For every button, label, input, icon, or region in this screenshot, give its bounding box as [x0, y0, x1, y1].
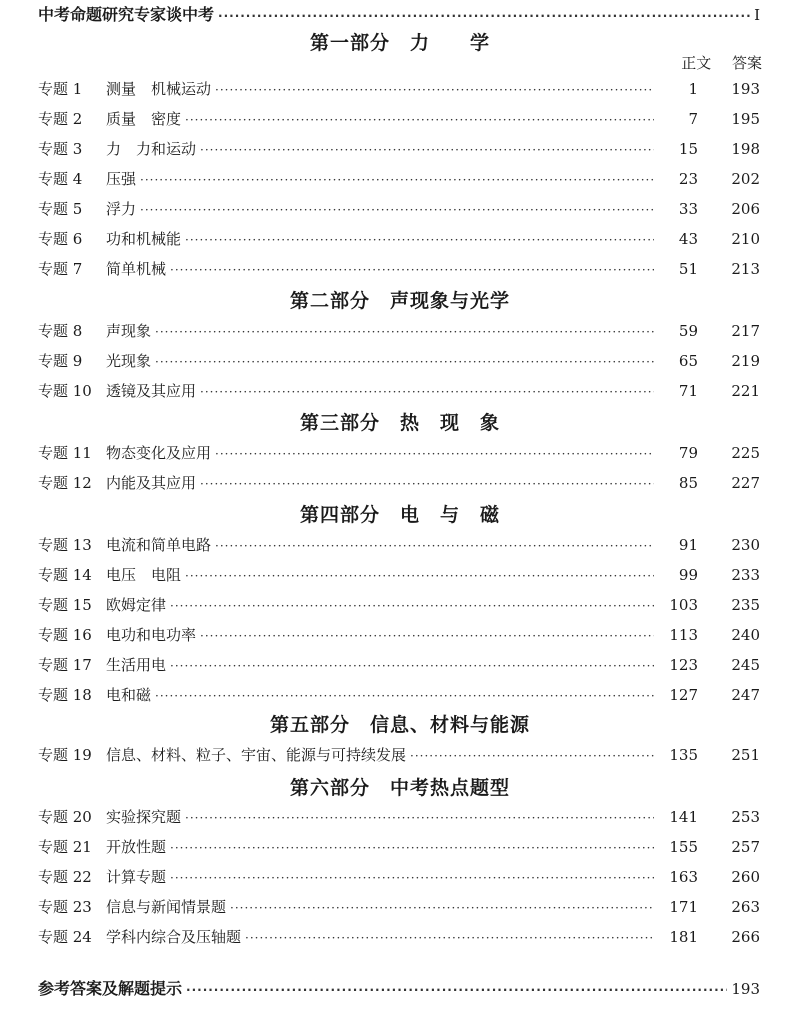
- topic-entry[interactable]: [38, 228, 760, 249]
- topic-entry[interactable]: [38, 168, 760, 189]
- topic-answer-page: 193: [731, 80, 760, 98]
- dot-leader: [218, 9, 750, 23]
- dot-leader: [170, 659, 654, 673]
- topic-entry[interactable]: [38, 594, 760, 615]
- topic-number: 专题 21: [38, 838, 92, 856]
- column-main-label: 正文: [681, 54, 712, 72]
- topic-number: 专题 16: [38, 626, 92, 644]
- dot-leader: [140, 173, 654, 187]
- topic-number: 专题 10: [38, 382, 92, 400]
- topic-answer-page: 195: [731, 110, 760, 128]
- topic-number: 专题 5: [38, 200, 83, 218]
- dot-leader: [200, 629, 654, 643]
- dot-leader: [155, 355, 654, 369]
- topic-entry[interactable]: [38, 744, 760, 765]
- topic-main-page: 141: [669, 808, 698, 826]
- topic-entry[interactable]: [38, 320, 760, 341]
- topic-title: 功和机械能: [106, 230, 182, 248]
- intro-title: 中考命题研究专家谈中考: [38, 5, 215, 24]
- topic-answer-page: 235: [731, 596, 760, 614]
- topic-answer-page: 210: [731, 230, 760, 248]
- topic-entry[interactable]: [38, 624, 760, 645]
- topic-answer-page: 240: [731, 626, 760, 644]
- topic-number: 专题 3: [38, 140, 83, 158]
- dot-leader: [185, 569, 654, 583]
- topic-entry[interactable]: [38, 350, 760, 371]
- dot-leader: [155, 325, 654, 339]
- topic-title: 测量 机械运动: [106, 80, 212, 98]
- topic-number: 专题 8: [38, 322, 83, 340]
- dot-leader: [185, 233, 654, 247]
- topic-answer-page: 260: [731, 868, 760, 886]
- answers-entry[interactable]: [38, 976, 760, 999]
- topic-number: 专题 7: [38, 260, 83, 278]
- topic-main-page: 79: [678, 444, 698, 462]
- topic-number: 专题 15: [38, 596, 92, 614]
- dot-leader: [200, 477, 654, 491]
- topic-entry[interactable]: [38, 806, 760, 827]
- topic-main-page: 23: [678, 170, 698, 188]
- topic-main-page: 127: [669, 686, 698, 704]
- topic-main-page: 113: [669, 626, 698, 644]
- topic-main-page: 135: [669, 746, 698, 764]
- topic-main-page: 65: [678, 352, 698, 370]
- topic-answer-page: 198: [731, 140, 760, 158]
- topic-title: 实验探究题: [106, 808, 182, 826]
- topic-entry[interactable]: [38, 836, 760, 857]
- topic-main-page: 123: [669, 656, 698, 674]
- dot-leader: [155, 689, 654, 703]
- topic-number: 专题 20: [38, 808, 92, 826]
- topic-title: 欧姆定律: [106, 596, 167, 614]
- topic-title: 信息与新闻情景题: [106, 898, 227, 916]
- topic-entry[interactable]: [38, 896, 760, 917]
- topic-number: 专题 2: [38, 110, 83, 128]
- intro-entry[interactable]: [38, 2, 760, 25]
- topic-entry[interactable]: [38, 654, 760, 675]
- topic-title: 电流和简单电路: [106, 536, 212, 554]
- part-title: 第一部分 力 学: [309, 32, 490, 54]
- topic-answer-page: 227: [731, 474, 760, 492]
- dot-leader: [215, 539, 654, 553]
- topic-main-page: 171: [669, 898, 698, 916]
- topic-title: 开放性题: [106, 838, 167, 856]
- topic-answer-page: 233: [731, 566, 760, 584]
- topic-title: 压强: [106, 170, 137, 188]
- topic-number: 专题 4: [38, 170, 83, 188]
- topic-answer-page: 213: [731, 260, 760, 278]
- dot-leader: [215, 447, 654, 461]
- part-title: 第五部分 信息、材料与能源: [269, 714, 530, 736]
- topic-main-page: 163: [669, 868, 698, 886]
- part-title: 第四部分 电 与 磁: [299, 504, 500, 526]
- dot-leader: [245, 931, 654, 945]
- topic-title: 物态变化及应用: [106, 444, 212, 462]
- dot-leader: [140, 203, 654, 217]
- topic-title: 简单机械: [106, 260, 167, 278]
- topic-title: 透镜及其应用: [106, 382, 197, 400]
- topic-answer-page: 263: [731, 898, 760, 916]
- topic-number: 专题 11: [38, 444, 92, 462]
- topic-title: 内能及其应用: [106, 474, 197, 492]
- topic-answer-page: 245: [731, 656, 760, 674]
- topic-title: 声现象: [106, 322, 152, 340]
- topic-answer-page: 253: [731, 808, 760, 826]
- topic-main-page: 103: [669, 596, 698, 614]
- topic-title: 生活用电: [106, 656, 167, 674]
- topic-main-page: 181: [669, 928, 698, 946]
- topic-title: 电和磁: [106, 686, 152, 704]
- topic-main-page: 99: [678, 566, 698, 584]
- topic-title: 计算专题: [106, 868, 167, 886]
- topic-main-page: 85: [678, 474, 698, 492]
- dot-leader: [230, 901, 654, 915]
- dot-leader: [200, 143, 654, 157]
- part-title: 第六部分 中考热点题型: [289, 777, 510, 799]
- dot-leader: [170, 841, 654, 855]
- topic-main-page: 91: [678, 536, 698, 554]
- topic-main-page: 43: [678, 230, 698, 248]
- topic-answer-page: 257: [731, 838, 760, 856]
- topic-entry[interactable]: [38, 138, 760, 159]
- topic-entry[interactable]: [38, 442, 760, 463]
- topic-title: 信息、材料、粒子、宇宙、能源与可持续发展: [106, 746, 407, 764]
- topic-main-page: 155: [669, 838, 698, 856]
- topic-answer-page: 251: [731, 746, 760, 764]
- topic-number: 专题 6: [38, 230, 83, 248]
- intro-page: I: [754, 6, 760, 24]
- topic-main-page: 71: [678, 382, 698, 400]
- dot-leader: [410, 749, 654, 763]
- answers-page: 193: [731, 980, 760, 998]
- topic-number: 专题 17: [38, 656, 92, 674]
- topic-answer-page: 217: [731, 322, 760, 340]
- topic-entry[interactable]: [38, 108, 760, 129]
- topic-title: 学科内综合及压轴题: [106, 928, 242, 946]
- topic-entry[interactable]: [38, 472, 760, 493]
- part-title: 第二部分 声现象与光学: [289, 290, 510, 312]
- topic-entry[interactable]: [38, 534, 760, 555]
- topic-number: 专题 14: [38, 566, 92, 584]
- dot-leader: [186, 983, 727, 997]
- topic-entry[interactable]: [38, 78, 760, 99]
- dot-leader: [185, 113, 654, 127]
- topic-main-page: 1: [688, 80, 698, 98]
- dot-leader: [170, 599, 654, 613]
- part-title: 第三部分 热 现 象: [299, 412, 500, 434]
- topic-entry[interactable]: [38, 198, 760, 219]
- topic-answer-page: 266: [731, 928, 760, 946]
- topic-number: 专题 9: [38, 352, 83, 370]
- topic-entry[interactable]: [38, 380, 760, 401]
- topic-answer-page: 206: [731, 200, 760, 218]
- topic-answer-page: 219: [731, 352, 760, 370]
- answers-title: 参考答案及解题提示: [38, 979, 183, 998]
- topic-entry[interactable]: [38, 866, 760, 887]
- topic-main-page: 33: [678, 200, 698, 218]
- topic-number: 专题 13: [38, 536, 92, 554]
- topic-number: 专题 18: [38, 686, 92, 704]
- topic-title: 电压 电阻: [106, 566, 182, 584]
- topic-number: 专题 19: [38, 746, 92, 764]
- topic-answer-page: 247: [731, 686, 760, 704]
- dot-leader: [200, 385, 654, 399]
- topic-answer-page: 230: [731, 536, 760, 554]
- topic-number: 专题 1: [38, 80, 83, 98]
- topic-main-page: 7: [688, 110, 698, 128]
- topic-main-page: 51: [678, 260, 698, 278]
- topic-title: 质量 密度: [106, 110, 182, 128]
- column-answer-label: 答案: [731, 54, 762, 72]
- dot-leader: [215, 83, 654, 97]
- topic-entry[interactable]: [38, 926, 760, 947]
- topic-main-page: 59: [678, 322, 698, 340]
- topic-answer-page: 202: [731, 170, 760, 188]
- topic-title: 电功和电功率: [106, 626, 197, 644]
- topic-entry[interactable]: [38, 564, 760, 585]
- column-headers: [665, 52, 762, 73]
- dot-leader: [170, 263, 654, 277]
- topic-number: 专题 12: [38, 474, 92, 492]
- dot-leader: [170, 871, 654, 885]
- topic-number: 专题 23: [38, 898, 92, 916]
- topic-answer-page: 221: [731, 382, 760, 400]
- topic-entry[interactable]: [38, 684, 760, 705]
- topic-title: 力 力和运动: [106, 140, 197, 158]
- topic-main-page: 15: [678, 140, 698, 158]
- dot-leader: [185, 811, 654, 825]
- topic-title: 光现象: [106, 352, 152, 370]
- topic-entry[interactable]: [38, 258, 760, 279]
- topic-title: 浮力: [106, 200, 137, 218]
- topic-number: 专题 24: [38, 928, 92, 946]
- topic-number: 专题 22: [38, 868, 92, 886]
- topic-answer-page: 225: [731, 444, 760, 462]
